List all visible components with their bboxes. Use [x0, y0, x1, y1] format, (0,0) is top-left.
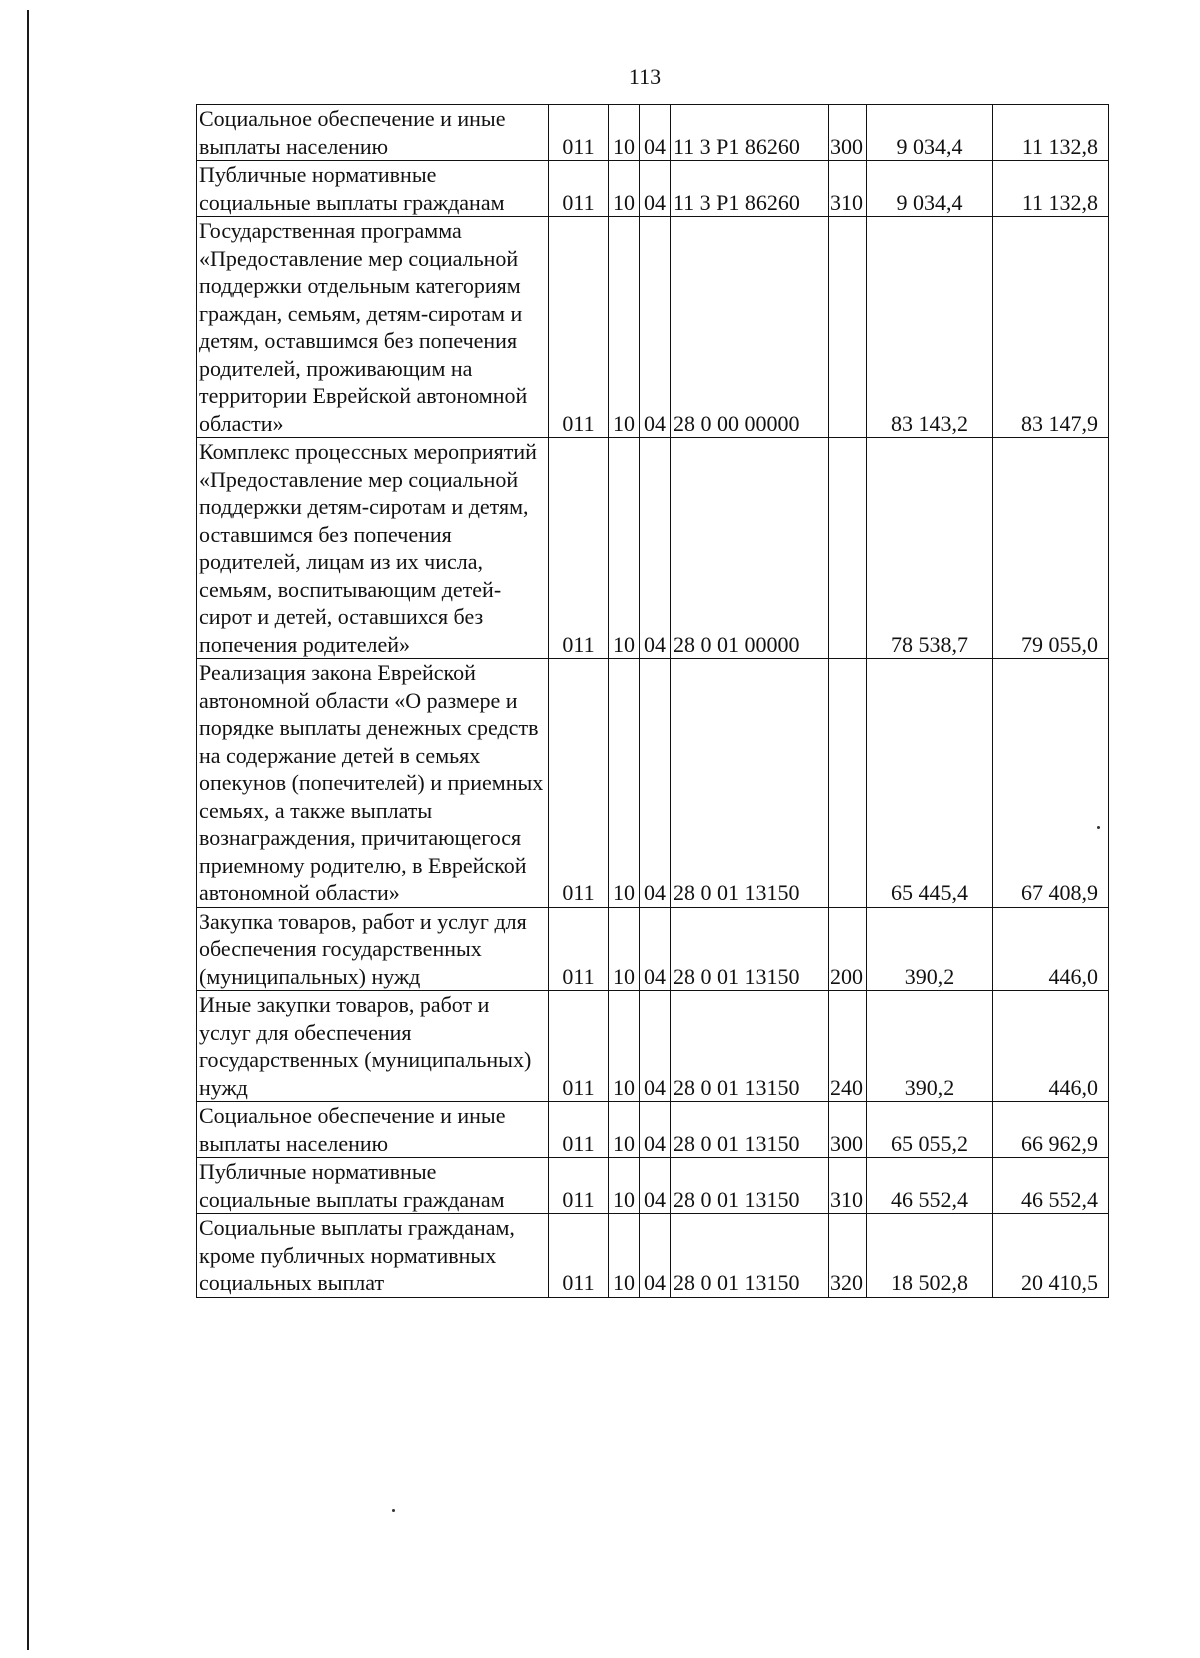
expense-type-code: 310: [829, 161, 867, 217]
expense-type-code: [829, 217, 867, 438]
table-row: [197, 991, 1109, 1102]
amount-year-1: 9 034,4: [867, 161, 993, 217]
row-name: Социальные выплаты гражданам, кроме публичных нормативных социальных выплат: [197, 1214, 549, 1298]
section-code: 10: [609, 907, 640, 991]
expense-type-code: 240: [829, 991, 867, 1102]
page-number: 113: [628, 64, 662, 89]
amount-year-2: 11 132,8: [993, 105, 1109, 161]
row-name: Иные закупки товаров, работ и услуг для обеспечения государственных (муниципальных) нужд: [197, 991, 549, 1102]
row-name: Социальное обеспечение и иные выплаты населению: [197, 1102, 549, 1158]
amount-year-2: 83 147,9: [993, 217, 1109, 438]
section-code: 10: [609, 217, 640, 438]
subsection-code: 04: [640, 217, 671, 438]
amount-year-1: 9 034,4: [867, 105, 993, 161]
row-name: Публичные нормативные социальные выплаты гражданам: [197, 161, 549, 217]
table-row: [197, 217, 1109, 438]
scan-speck: [1097, 826, 1100, 829]
subsection-code: 04: [640, 659, 671, 908]
amount-year-2: 79 055,0: [993, 438, 1109, 659]
amount-year-2: 66 962,9: [993, 1102, 1109, 1158]
target-code: 28 0 01 13150: [671, 907, 829, 991]
amount-year-2: 46 552,4: [993, 1158, 1109, 1214]
scan-speck: [392, 1509, 395, 1512]
subsection-code: 04: [640, 105, 671, 161]
subsection-code: 04: [640, 1102, 671, 1158]
section-code: 10: [609, 161, 640, 217]
table-row: [197, 161, 1109, 217]
amount-year-1: 83 143,2: [867, 217, 993, 438]
subsection-code: 04: [640, 1158, 671, 1214]
expense-type-code: 310: [829, 1158, 867, 1214]
expense-type-code: 200: [829, 907, 867, 991]
amount-year-1: 390,2: [867, 991, 993, 1102]
amount-year-2: 446,0: [993, 991, 1109, 1102]
amount-year-1: 65 445,4: [867, 659, 993, 908]
section-code: 10: [609, 1158, 640, 1214]
table-row: [197, 1214, 1109, 1298]
amount-year-2: 67 408,9: [993, 659, 1109, 908]
amount-year-1: 390,2: [867, 907, 993, 991]
amount-year-2: 20 410,5: [993, 1214, 1109, 1298]
expense-type-code: 320: [829, 1214, 867, 1298]
margin-rule: [27, 10, 29, 1650]
row-name: Реализация закона Еврейской автономной области «О размере и порядке выплаты денежных средств на содержание детей в семьях опекунов (попечителей) и приемных семьях, а также выплаты вознаграждения, причитающегося приемному родителю, в Еврейской автономной области»: [197, 659, 549, 908]
admin-code: 011: [549, 217, 609, 438]
subsection-code: 04: [640, 161, 671, 217]
amount-year-1: 65 055,2: [867, 1102, 993, 1158]
row-name: Социальное обеспечение и иные выплаты населению: [197, 105, 549, 161]
amount-year-2: 11 132,8: [993, 161, 1109, 217]
amount-year-1: 78 538,7: [867, 438, 993, 659]
expense-type-code: 300: [829, 1102, 867, 1158]
target-code: 11 3 Р1 86260: [671, 105, 829, 161]
table-row: [197, 1158, 1109, 1214]
target-code: 28 0 00 00000: [671, 217, 829, 438]
table-row: [197, 1102, 1109, 1158]
admin-code: 011: [549, 1102, 609, 1158]
budget-table: [196, 104, 1109, 1298]
target-code: 28 0 01 13150: [671, 991, 829, 1102]
amount-year-1: 46 552,4: [867, 1158, 993, 1214]
admin-code: 011: [549, 991, 609, 1102]
section-code: 10: [609, 438, 640, 659]
amount-year-2: 446,0: [993, 907, 1109, 991]
table-body: [197, 105, 1109, 1298]
expense-type-code: [829, 659, 867, 908]
target-code: 11 3 Р1 86260: [671, 161, 829, 217]
target-code: 28 0 01 13150: [671, 1214, 829, 1298]
admin-code: 011: [549, 907, 609, 991]
table-row: [197, 907, 1109, 991]
row-name: Публичные нормативные социальные выплаты гражданам: [197, 1158, 549, 1214]
admin-code: 011: [549, 105, 609, 161]
admin-code: 011: [549, 438, 609, 659]
expense-type-code: [829, 438, 867, 659]
subsection-code: 04: [640, 991, 671, 1102]
admin-code: 011: [549, 1214, 609, 1298]
expense-type-code: 300: [829, 105, 867, 161]
admin-code: 011: [549, 1158, 609, 1214]
subsection-code: 04: [640, 1214, 671, 1298]
row-name: Закупка товаров, работ и услуг для обеспечения государственных (муниципальных) нужд: [197, 907, 549, 991]
table-row: [197, 438, 1109, 659]
section-code: 10: [609, 659, 640, 908]
subsection-code: 04: [640, 907, 671, 991]
section-code: 10: [609, 991, 640, 1102]
target-code: 28 0 01 13150: [671, 1158, 829, 1214]
row-name: Государственная программа «Предоставление мер социальной поддержки отдельным категориям граждан, семьям, детям-сиротам и детям, оставшимся без попечения родителей, проживающим на территории Еврейской автономной области»: [197, 217, 549, 438]
target-code: 28 0 01 13150: [671, 659, 829, 908]
target-code: 28 0 01 13150: [671, 1102, 829, 1158]
table-row: [197, 105, 1109, 161]
amount-year-1: 18 502,8: [867, 1214, 993, 1298]
section-code: 10: [609, 1102, 640, 1158]
admin-code: 011: [549, 161, 609, 217]
section-code: 10: [609, 105, 640, 161]
section-code: 10: [609, 1214, 640, 1298]
row-name: Комплекс процессных мероприятий «Предоставление мер социальной поддержки детям-сиротам и детям, оставшимся без попечения родителей, лицам из их числа, семьям, воспитывающим детей-сирот и детей, оставшихся без попечения родителей»: [197, 438, 549, 659]
admin-code: 011: [549, 659, 609, 908]
target-code: 28 0 01 00000: [671, 438, 829, 659]
table-row: [197, 659, 1109, 908]
subsection-code: 04: [640, 438, 671, 659]
